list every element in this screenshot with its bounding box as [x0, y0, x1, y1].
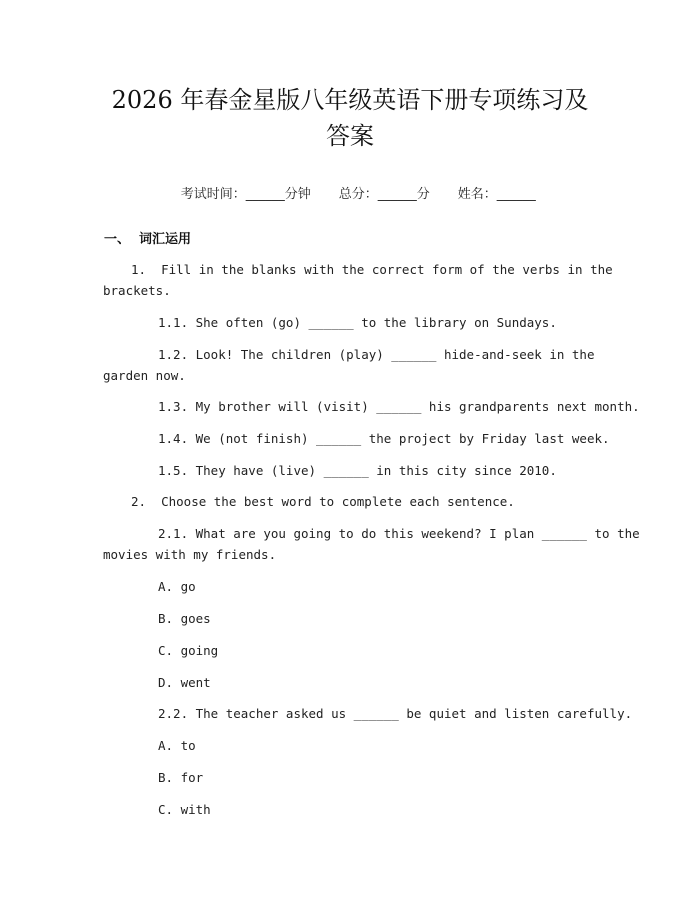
question-1-text-line-1: 1. Fill in the blanks with the correct form of the verbs in the — [131, 262, 613, 277]
question-1-1: 1.1. She often (go) ______ to the library on Sundays. — [158, 315, 557, 330]
question-2-2-option-b: B. for — [158, 770, 204, 785]
question-1-text-line-2: brackets. — [103, 283, 171, 298]
question-2-1-option-b: B. goes — [158, 611, 211, 626]
question-1-5: 1.5. They have (live) ______ in this city since 2010. — [158, 463, 557, 478]
question-2-1-line-1: 2.1. What are you going to do this weekend? I plan ______ to the — [158, 526, 640, 541]
question-2-1-option-d: D. went — [158, 675, 211, 690]
question-1-3: 1.3. My brother will (visit) ______ his grandparents next month. — [158, 399, 640, 414]
question-2-1-option-a: A. go — [158, 579, 196, 594]
exam-time-field: 考试时间：______分钟 — [180, 187, 311, 202]
question-1-2-line-1: 1.2. Look! The children (play) ______ hide-and-seek in the — [158, 347, 595, 362]
document-title-line-2: 答案 — [326, 122, 374, 150]
question-1-2-line-2: garden now. — [103, 368, 186, 383]
question-2-2-option-c: C. with — [158, 802, 211, 817]
total-score-field: 总分：______分 — [338, 187, 430, 202]
question-2-text: 2. Choose the best word to complete each sentence. — [131, 494, 515, 509]
question-2-2: 2.2. The teacher asked us ______ be quiet and listen carefully. — [158, 706, 633, 721]
section-heading-vocabulary: 一、 词汇运用 — [104, 232, 192, 247]
document-title-line-1: 2026 年春金星版八年级英语下册专项练习及 — [111, 86, 589, 114]
exam-meta-row — [0, 168, 700, 217]
question-2-1-line-2: movies with my friends. — [103, 547, 277, 562]
question-2-2-option-a: A. to — [158, 738, 196, 753]
question-1-4: 1.4. We (not finish) ______ the project by Friday last week. — [158, 431, 610, 446]
question-2-1-option-c: C. going — [158, 643, 219, 658]
student-name-field: 姓名：______ — [457, 187, 536, 202]
